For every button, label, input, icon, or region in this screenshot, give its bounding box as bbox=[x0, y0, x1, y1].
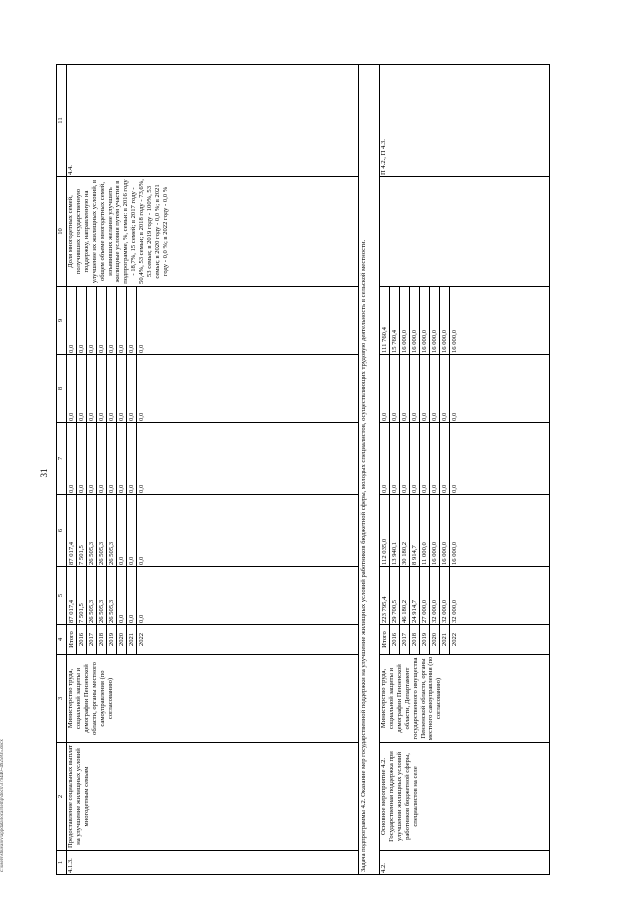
value: 0,0 bbox=[117, 495, 127, 566]
value: 0,0 bbox=[430, 355, 440, 422]
value: 15 760,4 bbox=[390, 287, 400, 354]
value: 32 000,0 bbox=[451, 599, 458, 623]
value: 7 501,5 bbox=[77, 567, 87, 624]
value: 111 760,4 bbox=[380, 287, 390, 354]
value: 0,0 bbox=[87, 287, 97, 354]
value: 112 035,0 bbox=[380, 495, 390, 566]
year: Итого bbox=[380, 625, 390, 654]
value: 46 180,2 bbox=[400, 567, 410, 624]
value: 0,0 bbox=[451, 484, 458, 493]
col6-values bbox=[380, 495, 550, 567]
value: 0,0 bbox=[127, 287, 137, 354]
budget-table-page bbox=[56, 65, 612, 875]
col-3: 3 bbox=[57, 655, 67, 743]
col9-values bbox=[67, 287, 359, 355]
value: 0,0 bbox=[97, 287, 107, 354]
value: 16 000,0 bbox=[440, 495, 450, 566]
task-row bbox=[359, 65, 380, 875]
value: 32 000,0 bbox=[430, 567, 440, 624]
value: 0,0 bbox=[138, 344, 145, 353]
value: 0,0 bbox=[97, 355, 107, 422]
value: 16 000,0 bbox=[420, 287, 430, 354]
table-row bbox=[380, 65, 550, 875]
value: 29 700,5 bbox=[390, 567, 400, 624]
value: 0,0 bbox=[117, 567, 127, 624]
header-row bbox=[57, 65, 67, 875]
value: 0,0 bbox=[400, 355, 410, 422]
value: 0,0 bbox=[97, 423, 107, 494]
col-10: 10 bbox=[57, 177, 67, 287]
value: 0,0 bbox=[430, 423, 440, 494]
value: 0,0 bbox=[390, 355, 400, 422]
col-2: 2 bbox=[57, 743, 67, 851]
value: 13 940,1 bbox=[390, 495, 400, 566]
value: 0,0 bbox=[390, 423, 400, 494]
value: 0,0 bbox=[410, 423, 420, 494]
value: 0,0 bbox=[107, 355, 117, 422]
file-path-footer: c:\users\shuvalov\appdata\local\temp\docx\379440~4925835.docx bbox=[0, 739, 5, 872]
value: 16 000,0 bbox=[400, 287, 410, 354]
year: 2021 bbox=[440, 625, 450, 654]
value: 26 505,3 bbox=[107, 567, 117, 624]
value: 26 505,3 bbox=[87, 495, 97, 566]
value: 7 501,5 bbox=[77, 495, 87, 566]
value: 0,0 bbox=[138, 484, 145, 493]
col-9: 9 bbox=[57, 287, 67, 355]
row-executor: Министерство труда, социальной защиты и демографии Пензенской области, Департамент государственного имущества Пензенской области, органы местного самоуправления (по согласованию) bbox=[380, 655, 550, 743]
year: 2018 bbox=[97, 625, 107, 654]
value: 16 000,0 bbox=[410, 287, 420, 354]
page-number: 31 bbox=[39, 468, 49, 478]
value: 0,0 bbox=[138, 412, 145, 421]
year: 2016 bbox=[77, 625, 87, 654]
value: 0,0 bbox=[87, 355, 97, 422]
col8-values bbox=[67, 355, 359, 423]
value: 0,0 bbox=[67, 423, 77, 494]
value: 0,0 bbox=[127, 423, 137, 494]
value: 16 000,0 bbox=[451, 329, 458, 353]
value: 0,0 bbox=[77, 287, 87, 354]
year: Итого bbox=[67, 625, 77, 654]
year: 2019 bbox=[420, 625, 430, 654]
value: 0,0 bbox=[67, 287, 77, 354]
year: 2016 bbox=[390, 625, 400, 654]
value: 27 000,0 bbox=[420, 567, 430, 624]
reference: 4.4. bbox=[67, 65, 359, 177]
task-text: Задача подпрограммы 4.2. Оказание мер государственной поддержки на улучшение жилищных условий работников бюджетной сферы, молодых специалистов, осуществляющих трудовую деятельность в сельской местности. bbox=[359, 65, 380, 875]
value: 0,0 bbox=[107, 287, 117, 354]
budget-table bbox=[56, 64, 550, 875]
col5-values bbox=[67, 567, 359, 625]
value: 32 000,0 bbox=[440, 567, 450, 624]
col-7: 7 bbox=[57, 423, 67, 495]
year: 2022 bbox=[451, 632, 458, 647]
value: 26 505,3 bbox=[97, 495, 107, 566]
col9-values bbox=[380, 287, 550, 355]
value: 0,0 bbox=[117, 355, 127, 422]
year: 2020 bbox=[117, 625, 127, 654]
value: 0,0 bbox=[117, 287, 127, 354]
year: 2020 bbox=[430, 625, 440, 654]
value: 223 795,4 bbox=[380, 567, 390, 624]
col7-values bbox=[380, 423, 550, 495]
value: 0,0 bbox=[380, 355, 390, 422]
col-5: 5 bbox=[57, 567, 67, 625]
value: 30 180,2 bbox=[400, 495, 410, 566]
years-cell bbox=[67, 625, 359, 655]
value: 0,0 bbox=[410, 355, 420, 422]
reference: П 4.2., П 4.3. bbox=[380, 65, 550, 177]
value: 0,0 bbox=[127, 355, 137, 422]
years-cell bbox=[380, 625, 550, 655]
table-row bbox=[67, 65, 359, 875]
value: 0,0 bbox=[107, 423, 117, 494]
value: 0,0 bbox=[77, 355, 87, 422]
value: 0,0 bbox=[138, 614, 145, 623]
col6-values bbox=[67, 495, 359, 567]
value: 0,0 bbox=[117, 423, 127, 494]
value: 0,0 bbox=[440, 355, 450, 422]
value: 87 017,4 bbox=[67, 567, 77, 624]
indicator-text bbox=[380, 177, 550, 287]
year: 2018 bbox=[410, 625, 420, 654]
value: 0,0 bbox=[138, 556, 145, 565]
year: 2021 bbox=[127, 625, 137, 654]
value: 26 505,3 bbox=[97, 567, 107, 624]
value: 0,0 bbox=[127, 495, 137, 566]
value: 0,0 bbox=[380, 423, 390, 494]
col8-values bbox=[380, 355, 550, 423]
col5-values bbox=[380, 567, 550, 625]
value: 87 017,4 bbox=[67, 495, 77, 566]
indicator-text: Доля многодетных семей, получивших государственную поддержку, направленную на улучшение их жилищных условий, в общем объеме многодетных семей, изъявивших желание улучшить жилищные условия путем участия в подпрограмме, %, семьи: в 2016 году - 18,7%, 15 семей; в 2017 году - 50,4%, 53 семьи; в 2018 году - 73,6%, 53 семьи; в 2019 году - 100%, 53 семьи; в 2020 году - 0,0 %; в 2021 году - 0,0 %; в 2022 году - 0,0 % bbox=[67, 177, 359, 287]
year: 2017 bbox=[400, 625, 410, 654]
col7-values bbox=[67, 423, 359, 495]
year: 2019 bbox=[107, 625, 117, 654]
value: 26 505,3 bbox=[107, 495, 117, 566]
value: 11 000,0 bbox=[420, 495, 430, 566]
value: 16 000,0 bbox=[430, 287, 440, 354]
value: 0,0 bbox=[440, 423, 450, 494]
col-11: 11 bbox=[57, 65, 67, 177]
value: 16 000,0 bbox=[440, 287, 450, 354]
row-number: 4.1.3. bbox=[67, 851, 359, 875]
row-number: 4.2. bbox=[380, 851, 550, 875]
value: 16 000,0 bbox=[451, 541, 458, 565]
row-executor: Министерство труда, социальной защиты и демографии Пензенской области, органы местного самоуправления (по согласованию) bbox=[67, 655, 359, 743]
value: 26 505,3 bbox=[87, 567, 97, 624]
col-1: 1 bbox=[57, 851, 67, 875]
col-6: 6 bbox=[57, 495, 67, 567]
year: 2022 bbox=[138, 632, 145, 647]
year: 2017 bbox=[87, 625, 97, 654]
value: 24 914,7 bbox=[410, 567, 420, 624]
value: 0,0 bbox=[451, 412, 458, 421]
row-name: Основное мероприятие 4.2. Государственная поддержка при улучшении жилищных условий работников бюджетной сферы, специалистов на селе bbox=[380, 743, 550, 851]
col-4: 4 bbox=[57, 625, 67, 655]
value: 0,0 bbox=[127, 567, 137, 624]
value: 0,0 bbox=[77, 423, 87, 494]
col-8: 8 bbox=[57, 355, 67, 423]
value: 0,0 bbox=[420, 423, 430, 494]
value: 8 914,7 bbox=[410, 495, 420, 566]
value: 0,0 bbox=[67, 355, 77, 422]
value: 0,0 bbox=[87, 423, 97, 494]
value: 16 000,0 bbox=[430, 495, 440, 566]
value: 0,0 bbox=[420, 355, 430, 422]
value: 0,0 bbox=[400, 423, 410, 494]
row-name: Предоставление социальных выплат на улучшение жилищных условий многодетным семьям bbox=[67, 743, 359, 851]
